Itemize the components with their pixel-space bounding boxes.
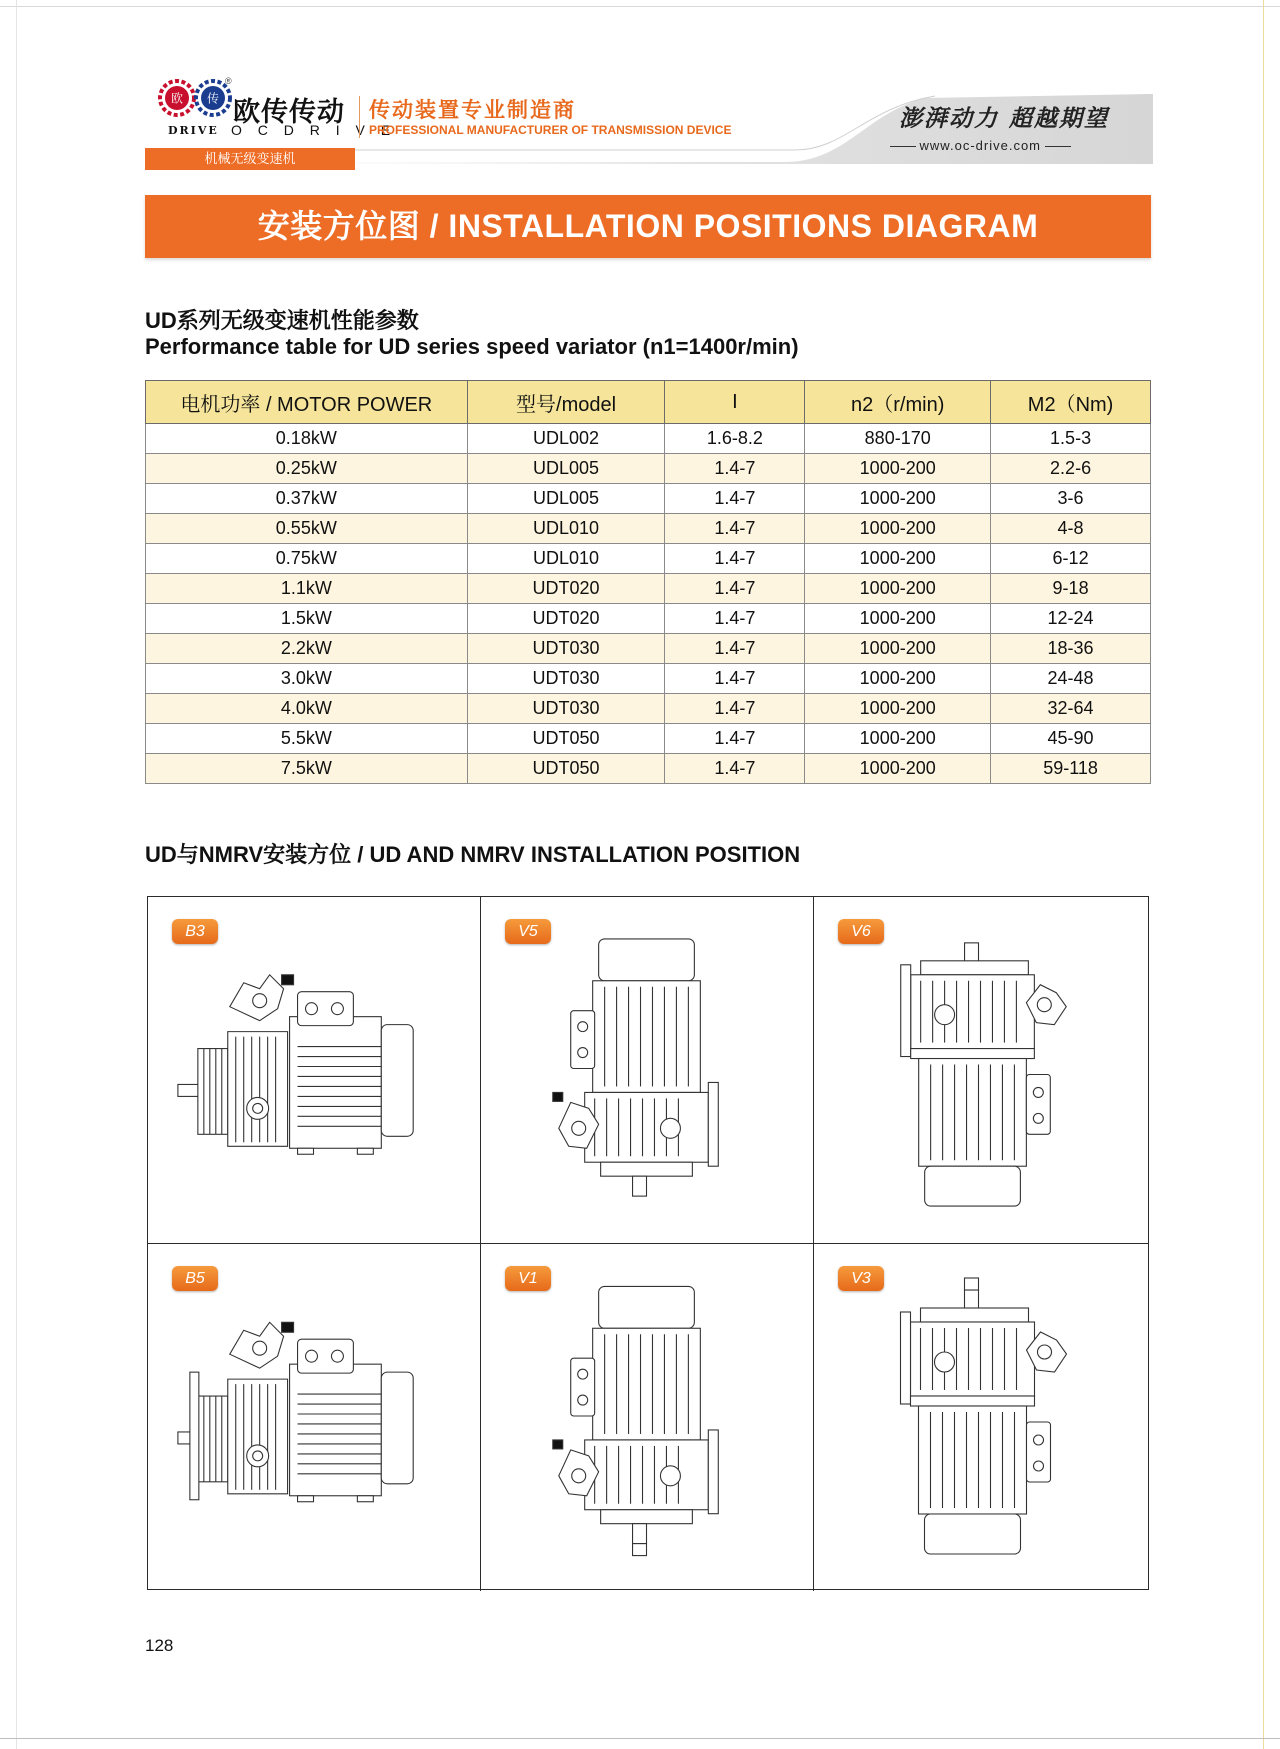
position-cell-v1 <box>481 1244 814 1591</box>
position-cell-v6 <box>814 897 1148 1244</box>
ratio-cell: 1.4-7 <box>665 544 805 574</box>
registered-mark: ® <box>225 76 232 86</box>
model-cell: UDL005 <box>467 454 665 484</box>
output-speed-cell: 1000-200 <box>805 514 991 544</box>
ratio-cell: 1.4-7 <box>665 514 805 544</box>
table-row <box>146 604 1151 634</box>
column-header-model: 型号/model <box>467 381 665 424</box>
motor-power-cell: 7.5kW <box>146 754 468 784</box>
motor-power-cell: 0.18kW <box>146 424 468 454</box>
model-cell: UDT020 <box>467 604 665 634</box>
output-speed-cell: 1000-200 <box>805 634 991 664</box>
installation-positions-grid <box>147 896 1149 1590</box>
ratio-cell: 1.4-7 <box>665 634 805 664</box>
model-cell: UDT030 <box>467 694 665 724</box>
column-header-motor-power: 电机功率 / MOTOR POWER <box>146 381 468 424</box>
torque-cell: 32-64 <box>991 694 1151 724</box>
website-url: www.oc-drive.com <box>886 138 1075 153</box>
ratio-cell: 1.4-7 <box>665 724 805 754</box>
output-speed-cell: 1000-200 <box>805 604 991 634</box>
horizontal-motor-drawing <box>148 897 480 1243</box>
table-row <box>146 484 1151 514</box>
table-heading-cn: UD系列无级变速机性能参数 <box>145 308 419 333</box>
table-row <box>146 724 1151 754</box>
ratio-cell: 1.4-7 <box>665 484 805 514</box>
model-cell: UDL010 <box>467 544 665 574</box>
table-row <box>146 454 1151 484</box>
brand-name-en-left: DRIVE <box>168 124 219 137</box>
position-cell-b5 <box>148 1244 481 1591</box>
page-edge-bottom <box>0 1738 1280 1739</box>
position-badge-v5: V5 <box>505 919 551 944</box>
position-badge-v6: V6 <box>838 919 884 944</box>
torque-cell: 18-36 <box>991 634 1151 664</box>
ratio-cell: 1.4-7 <box>665 604 805 634</box>
ratio-cell: 1.4-7 <box>665 754 805 784</box>
position-cell-v5 <box>481 897 814 1244</box>
table-row <box>146 754 1151 784</box>
table-header-row <box>146 381 1151 424</box>
model-cell: UDL010 <box>467 514 665 544</box>
output-speed-cell: 1000-200 <box>805 664 991 694</box>
torque-cell: 9-18 <box>991 574 1151 604</box>
logo-char-1: 欧 <box>170 91 184 106</box>
performance-table <box>145 380 1151 784</box>
motor-power-cell: 0.75kW <box>146 544 468 574</box>
ratio-cell: 1.4-7 <box>665 574 805 604</box>
torque-cell: 2.2-6 <box>991 454 1151 484</box>
vertical-motor-down-drawing <box>814 897 1148 1243</box>
vertical-motor-up-drawing <box>481 897 813 1243</box>
output-speed-cell: 1000-200 <box>805 754 991 784</box>
torque-cell: 12-24 <box>991 604 1151 634</box>
horizontal-flange-motor-drawing <box>148 1244 480 1591</box>
column-header-ratio: I <box>665 381 805 424</box>
position-cell-b3 <box>148 897 481 1244</box>
table-heading <box>145 308 799 360</box>
table-row <box>146 544 1151 574</box>
table-row <box>146 694 1151 724</box>
output-speed-cell: 1000-200 <box>805 694 991 724</box>
model-cell: UDT050 <box>467 754 665 784</box>
brand-name-cn: 欧传传动 <box>233 97 345 127</box>
tagline-cn: 传动装置专业制造商 <box>369 99 576 122</box>
table-row <box>146 424 1151 454</box>
output-speed-cell: 880-170 <box>805 424 991 454</box>
position-badge-b5: B5 <box>172 1266 218 1291</box>
motor-power-cell: 1.1kW <box>146 574 468 604</box>
position-badge-v1: V1 <box>505 1266 551 1291</box>
vertical-motor-down-drawing <box>814 1244 1148 1591</box>
logo-char-2: 传 <box>206 91 220 106</box>
company-slogan: 澎湃动力 超越期望 <box>898 105 1109 132</box>
position-badge-b3: B3 <box>172 919 218 944</box>
tagline-en: PROFESSIONAL MANUFACTURER OF TRANSMISSION DEVICE <box>369 123 732 137</box>
output-speed-cell: 1000-200 <box>805 544 991 574</box>
page-edge-top <box>0 6 1280 7</box>
torque-cell: 45-90 <box>991 724 1151 754</box>
torque-cell: 4-8 <box>991 514 1151 544</box>
output-speed-cell: 1000-200 <box>805 574 991 604</box>
output-speed-cell: 1000-200 <box>805 454 991 484</box>
table-row <box>146 514 1151 544</box>
position-badge-v3: V3 <box>838 1266 884 1291</box>
ratio-cell: 1.4-7 <box>665 694 805 724</box>
vertical-motor-up-drawing <box>481 1244 813 1591</box>
header-divider <box>359 96 360 138</box>
ratio-cell: 1.4-7 <box>665 454 805 484</box>
motor-power-cell: 0.55kW <box>146 514 468 544</box>
brand-name-en: O C D R I V E <box>231 122 397 138</box>
motor-power-cell: 1.5kW <box>146 604 468 634</box>
ratio-cell: 1.6-8.2 <box>665 424 805 454</box>
model-cell: UDT030 <box>467 634 665 664</box>
position-cell-v3 <box>814 1244 1148 1591</box>
table-heading-en: Performance table for UD series speed variator (n1=1400r/min) <box>145 334 799 359</box>
page-edge-right <box>1263 0 1264 1749</box>
torque-cell: 24-48 <box>991 664 1151 694</box>
model-cell: UDT030 <box>467 664 665 694</box>
table-body <box>146 424 1151 784</box>
torque-cell: 6-12 <box>991 544 1151 574</box>
page-number: 128 <box>145 1636 174 1655</box>
positions-heading: UD与NMRV安装方位 / UD AND NMRV INSTALLATION POSITION <box>145 842 801 867</box>
model-cell: UDT050 <box>467 724 665 754</box>
table-row <box>146 664 1151 694</box>
page-header <box>145 72 1153 172</box>
model-cell: UDL002 <box>467 424 665 454</box>
torque-cell: 1.5-3 <box>991 424 1151 454</box>
column-header-output-speed: n2（r/min) <box>805 381 991 424</box>
category-tab: 机械无级变速机 <box>145 148 355 170</box>
page-edge-left <box>16 0 17 1749</box>
column-header-torque: M2（Nm) <box>991 381 1151 424</box>
output-speed-cell: 1000-200 <box>805 724 991 754</box>
model-cell: UDT020 <box>467 574 665 604</box>
page-title-banner: 安装方位图 / INSTALLATION POSITIONS DIAGRAM <box>145 195 1151 258</box>
motor-power-cell: 3.0kW <box>146 664 468 694</box>
output-speed-cell: 1000-200 <box>805 484 991 514</box>
motor-power-cell: 5.5kW <box>146 724 468 754</box>
torque-cell: 3-6 <box>991 484 1151 514</box>
table-row <box>146 574 1151 604</box>
model-cell: UDL005 <box>467 484 665 514</box>
torque-cell: 59-118 <box>991 754 1151 784</box>
motor-power-cell: 0.25kW <box>146 454 468 484</box>
motor-power-cell: 4.0kW <box>146 694 468 724</box>
motor-power-cell: 2.2kW <box>146 634 468 664</box>
motor-power-cell: 0.37kW <box>146 484 468 514</box>
ratio-cell: 1.4-7 <box>665 664 805 694</box>
table-row <box>146 634 1151 664</box>
